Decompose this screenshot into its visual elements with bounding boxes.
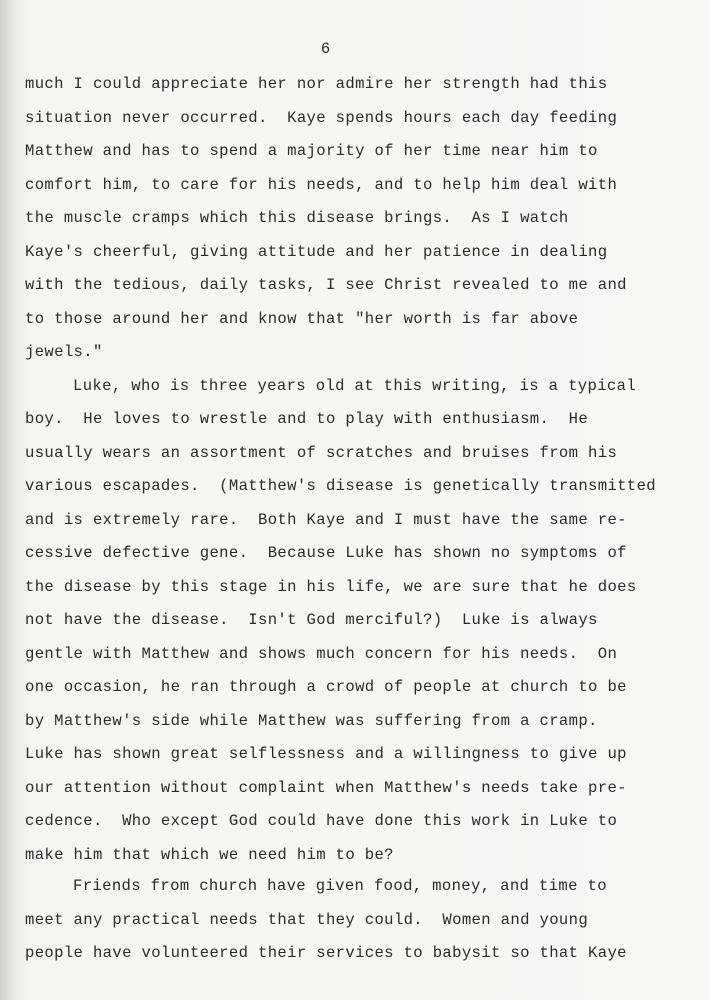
text-line: situation never occurred. Kaye spends hours each day feeding [25, 109, 618, 127]
text-line: our attention without complaint when Matthew's needs take pre- [25, 779, 627, 797]
text-line: people have volunteered their services to babysit so that Kaye [25, 944, 627, 962]
text-line: the muscle cramps which this disease brings. As I watch [25, 209, 569, 227]
text-line: much I could appreciate her nor admire her strength had this [25, 75, 608, 93]
text-line: the disease by this stage in his life, we are sure that he does [25, 578, 637, 596]
text-line: cedence. Who except God could have done this work in Luke to [25, 812, 618, 830]
page-number: 6 [320, 40, 331, 58]
text-line: and is extremely rare. Both Kaye and I must have the same re- [25, 511, 627, 529]
text-line: Matthew and has to spend a majority of her time near him to [25, 142, 598, 160]
text-line: make him that which we need him to be? [25, 846, 394, 864]
text-line: Kaye's cheerful, giving attitude and her patience in dealing [25, 243, 608, 261]
text-line: usually wears an assortment of scratches and bruises from his [25, 444, 618, 462]
text-line: one occasion, he ran through a crowd of people at church to be [25, 678, 627, 696]
text-line: jewels." [25, 343, 103, 361]
text-line: by Matthew's side while Matthew was suffering from a cramp. [25, 712, 598, 730]
text-line: comfort him, to care for his needs, and to help him deal with [25, 176, 618, 194]
text-line: to those around her and know that "her worth is far above [25, 310, 579, 328]
text-line: boy. He loves to wrestle and to play with enthusiasm. He [25, 410, 589, 428]
text-line: gentle with Matthew and shows much concern for his needs. On [25, 645, 618, 663]
text-line: meet any practical needs that they could. Women and young [25, 911, 589, 929]
text-line: cessive defective gene. Because Luke has shown no symptoms of [25, 544, 627, 562]
text-line: various escapades. (Matthew's disease is genetically transmitted [25, 477, 657, 495]
text-line: with the tedious, daily tasks, I see Christ revealed to me and [25, 276, 627, 294]
text-line: Luke has shown great selflessness and a willingness to give up [25, 745, 627, 763]
paragraph-start-line: Luke, who is three years old at this writing, is a typical [73, 377, 637, 395]
text-line: not have the disease. Isn't God merciful?) Luke is always [25, 611, 598, 629]
paragraph-start-line: Friends from church have given food, money, and time to [73, 877, 607, 895]
